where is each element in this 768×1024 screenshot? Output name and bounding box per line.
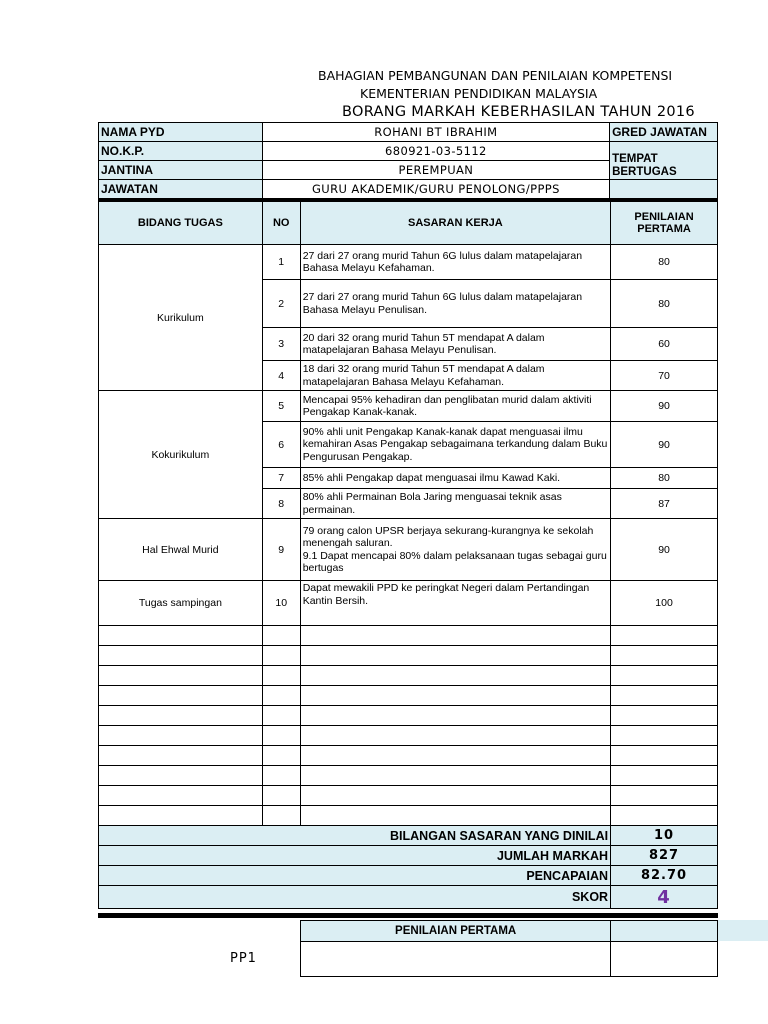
row-sasaran-line: 79 orang calon UPSR berjaya sekurang-kurangnya ke sekolah menengah saluran. [302, 524, 594, 549]
row-sasaran[interactable]: 80% ahli Permainan Bola Jaring menguasai teknik asas permainan. [300, 489, 610, 519]
row-markah[interactable]: 87 [611, 489, 718, 519]
empty-row [99, 786, 718, 806]
row-sasaran[interactable]: 18 dari 32 orang murid Tahun 5T mendapat A dalam matapelajaran Bahasa Melayu Kefahaman. [300, 361, 610, 391]
pp1-field[interactable] [301, 942, 611, 977]
empty-row [99, 766, 718, 786]
row-markah[interactable]: 90 [611, 519, 718, 581]
group-kokurikulum: Kokurikulum [99, 391, 263, 519]
bilangan-label: BILANGAN SASARAN YANG DINILAI [99, 826, 611, 846]
header-bidang: BIDANG TUGAS [99, 202, 263, 245]
row-sasaran[interactable] [300, 519, 610, 581]
row-no: 2 [262, 280, 300, 328]
row-no: 4 [262, 361, 300, 391]
penilaian-pertama-extra [611, 921, 718, 942]
empty-row [99, 666, 718, 686]
header-line-1: BAHAGIAN PEMBANGUNAN DAN PENILAIAN KOMPETENSI [318, 68, 673, 83]
row-sasaran[interactable]: 85% ahli Pengakap dapat menguasai ilmu Kawad Kaki. [300, 468, 610, 489]
jantina-value[interactable]: PEREMPUAN [262, 161, 609, 180]
header-penilaian: PENILAIAN PERTAMA [611, 202, 718, 245]
row-no: 6 [262, 422, 300, 468]
row-no: 3 [262, 328, 300, 361]
row-sasaran[interactable]: 27 dari 27 orang murid Tahun 6G lulus dalam matapelajaran Bahasa Melayu Penulisan. [300, 280, 610, 328]
pencapaian-label: PENCAPAIAN [99, 866, 611, 886]
penilaian-table [300, 920, 718, 977]
row-markah[interactable]: 80 [611, 280, 718, 328]
side-fill [714, 920, 768, 941]
info-table [98, 122, 718, 199]
jumlah-label: JUMLAH MARKAH [99, 846, 611, 866]
row-no: 1 [262, 245, 300, 280]
row-markah[interactable]: 70 [611, 361, 718, 391]
header-sasaran: SASARAN KERJA [300, 202, 610, 245]
row-sasaran[interactable]: 27 dari 27 orang murid Tahun 6G lulus dalam matapelajaran Bahasa Melayu Kefahaman. [300, 245, 610, 280]
group-hal-ehwal-murid: Hal Ehwal Murid [99, 519, 263, 581]
nokp-value[interactable]: 680921-03-5112 [262, 142, 609, 161]
row-no: 8 [262, 489, 300, 519]
group-kurikulum: Kurikulum [99, 245, 263, 391]
row-markah[interactable]: 60 [611, 328, 718, 361]
pp1-label: PP1 [230, 951, 257, 966]
row-markah[interactable]: 100 [611, 581, 718, 626]
jawatan-label: JAWATAN [99, 180, 263, 199]
header-no: NO [262, 202, 300, 245]
row-sasaran[interactable]: 90% ahli unit Pengakap Kanak-kanak dapat menguasai ilmu kemahiran Asas Pengakap sebagaimana terkandung dalam Buku Pengurusan Pengakap. [300, 422, 610, 468]
jantina-label: JANTINA [99, 161, 263, 180]
row-no: 9 [262, 519, 300, 581]
gred-label: GRED JAWATAN [610, 123, 718, 142]
row-no: 7 [262, 468, 300, 489]
nama-value[interactable]: ROHANI BT IBRAHIM [262, 123, 609, 142]
jawatan-value[interactable]: GURU AKADEMIK/GURU PENOLONG/PPPS [262, 180, 609, 199]
tempat-value[interactable] [610, 180, 718, 199]
bottom-divider [98, 913, 718, 918]
row-markah[interactable]: 80 [611, 468, 718, 489]
nokp-label: NO.K.P. [99, 142, 263, 161]
empty-row [99, 726, 718, 746]
pp1-extra-field[interactable] [611, 942, 718, 977]
row-sasaran[interactable]: Mencapai 95% kehadiran dan penglibatan murid dalam aktiviti Pengakap Kanak-kanak. [300, 391, 610, 422]
header-line-2: KEMENTERIAN PENDIDIKAN MALAYSIA [360, 86, 598, 101]
empty-row [99, 686, 718, 706]
tempat-label: TEMPAT BERTUGAS [610, 142, 718, 180]
row-sasaran[interactable]: Dapat mewakili PPD ke peringkat Negeri dalam Pertandingan Kantin Bersih. [300, 581, 610, 626]
row-markah[interactable]: 90 [611, 391, 718, 422]
nama-label: NAMA PYD [99, 123, 263, 142]
penilaian-pertama-label: PENILAIAN PERTAMA [301, 921, 611, 942]
row-no: 10 [262, 581, 300, 626]
row-sasaran[interactable]: 20 dari 32 orang murid Tahun 5T mendapat A dalam matapelajaran Bahasa Melayu Penulisan. [300, 328, 610, 361]
group-tugas-sampingan: Tugas sampingan [99, 581, 263, 626]
skor-value: 4 [611, 886, 718, 909]
empty-row [99, 806, 718, 826]
empty-row [99, 706, 718, 726]
empty-row [99, 746, 718, 766]
row-markah[interactable]: 90 [611, 422, 718, 468]
empty-row [99, 646, 718, 666]
row-no: 5 [262, 391, 300, 422]
row-markah[interactable]: 80 [611, 245, 718, 280]
markah-table [98, 201, 718, 909]
pencapaian-value: 82.70 [611, 866, 718, 886]
bilangan-value: 10 [611, 826, 718, 846]
empty-row [99, 626, 718, 646]
jumlah-value: 827 [611, 846, 718, 866]
form-title: BORANG MARKAH KEBERHASILAN TAHUN 2016 [342, 104, 695, 120]
skor-label: SKOR [99, 886, 611, 909]
row-sasaran-line: 9.1 Dapat mencapai 80% dalam pelaksanaan tugas sebagai guru bertugas [302, 549, 607, 574]
